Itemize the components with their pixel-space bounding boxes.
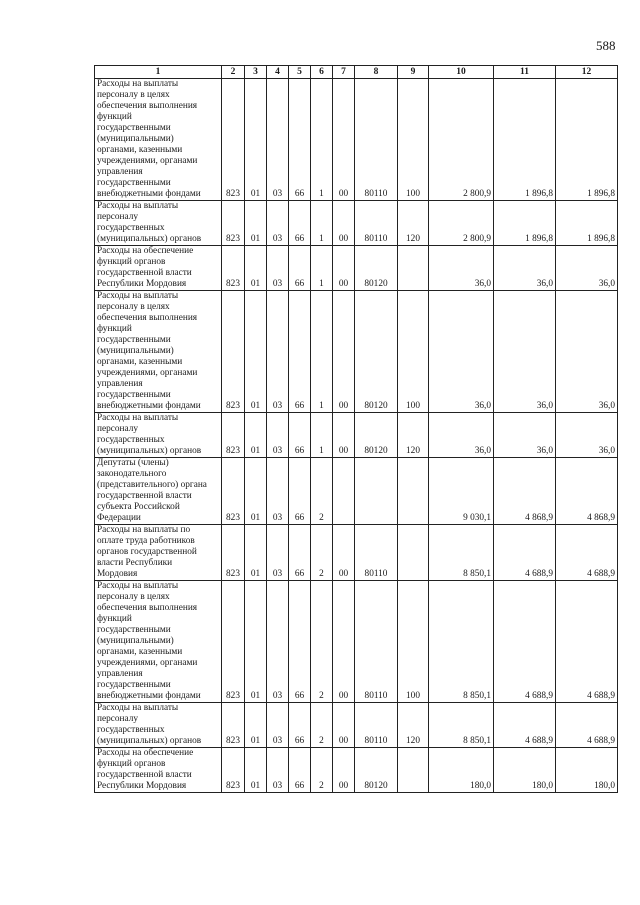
admin-code: 823 <box>222 201 245 246</box>
subsection-code: 03 <box>267 291 289 413</box>
amount-year-3: 180,0 <box>556 748 618 793</box>
table-row <box>95 581 618 703</box>
budget-table <box>94 65 618 793</box>
amount-year-3: 4 868,9 <box>556 458 618 525</box>
amount-year-2: 1 896,8 <box>494 79 556 201</box>
amount-year-1: 36,0 <box>429 291 494 413</box>
admin-code: 823 <box>222 581 245 703</box>
event-code: 00 <box>333 525 355 581</box>
amount-year-2: 4 688,9 <box>494 581 556 703</box>
program-code: 66 <box>289 246 311 291</box>
program-code: 66 <box>289 703 311 748</box>
table-row <box>95 748 618 793</box>
section-code: 01 <box>245 246 267 291</box>
event-code: 00 <box>333 291 355 413</box>
amount-year-2: 4 688,9 <box>494 525 556 581</box>
direction-code: 80110 <box>355 79 398 201</box>
column-header: 6 <box>311 66 333 79</box>
expense-name: Расходы на выплаты персоналу государственных (муниципальных) органов <box>95 201 222 246</box>
subsection-code: 03 <box>267 413 289 458</box>
admin-code: 823 <box>222 703 245 748</box>
amount-year-2: 4 688,9 <box>494 703 556 748</box>
subsection-code: 03 <box>267 246 289 291</box>
column-header: 3 <box>245 66 267 79</box>
table-body <box>95 79 618 793</box>
program-code: 66 <box>289 79 311 201</box>
admin-code: 823 <box>222 291 245 413</box>
amount-year-1: 9 030,1 <box>429 458 494 525</box>
amount-year-2: 4 868,9 <box>494 458 556 525</box>
amount-year-3: 4 688,9 <box>556 703 618 748</box>
program-code: 66 <box>289 525 311 581</box>
expense-type-code: 100 <box>398 581 429 703</box>
amount-year-1: 8 850,1 <box>429 703 494 748</box>
section-code: 01 <box>245 413 267 458</box>
column-header: 10 <box>429 66 494 79</box>
section-code: 01 <box>245 703 267 748</box>
amount-year-2: 36,0 <box>494 413 556 458</box>
amount-year-1: 2 800,9 <box>429 201 494 246</box>
amount-year-3: 36,0 <box>556 246 618 291</box>
expense-name: Расходы на выплаты персоналу государственных (муниципальных) органов <box>95 413 222 458</box>
amount-year-2: 180,0 <box>494 748 556 793</box>
admin-code: 823 <box>222 458 245 525</box>
subprogram-code: 2 <box>311 525 333 581</box>
subprogram-code: 2 <box>311 748 333 793</box>
subsection-code: 03 <box>267 525 289 581</box>
expense-type-code: 100 <box>398 291 429 413</box>
column-header: 7 <box>333 66 355 79</box>
table-row <box>95 201 618 246</box>
direction-code: 80110 <box>355 201 398 246</box>
amount-year-1: 2 800,9 <box>429 79 494 201</box>
admin-code: 823 <box>222 748 245 793</box>
program-code: 66 <box>289 413 311 458</box>
column-header: 2 <box>222 66 245 79</box>
event-code: 00 <box>333 201 355 246</box>
table-row <box>95 79 618 201</box>
direction-code: 80110 <box>355 581 398 703</box>
table-row <box>95 525 618 581</box>
expense-type-code: 120 <box>398 703 429 748</box>
expense-name: Расходы на обеспечение функций органов государственной власти Республики Мордовия <box>95 246 222 291</box>
section-code: 01 <box>245 291 267 413</box>
amount-year-1: 36,0 <box>429 413 494 458</box>
direction-code: 80120 <box>355 291 398 413</box>
column-header: 1 <box>95 66 222 79</box>
admin-code: 823 <box>222 246 245 291</box>
program-code: 66 <box>289 581 311 703</box>
column-header: 4 <box>267 66 289 79</box>
expense-type-code <box>398 458 429 525</box>
column-header: 12 <box>556 66 618 79</box>
section-code: 01 <box>245 458 267 525</box>
direction-code: 80120 <box>355 246 398 291</box>
expense-type-code: 120 <box>398 413 429 458</box>
table-row <box>95 246 618 291</box>
subsection-code: 03 <box>267 748 289 793</box>
subprogram-code: 2 <box>311 458 333 525</box>
expense-type-code: 100 <box>398 79 429 201</box>
program-code: 66 <box>289 458 311 525</box>
subsection-code: 03 <box>267 79 289 201</box>
subprogram-code: 2 <box>311 703 333 748</box>
section-code: 01 <box>245 525 267 581</box>
section-code: 01 <box>245 581 267 703</box>
amount-year-1: 180,0 <box>429 748 494 793</box>
expense-name: Расходы на выплаты персоналу в целях обеспечения выполнения функций государственными (муниципальными) органами, казенными учреждениями, органами управления государственными внебюджетными фондами <box>95 581 222 703</box>
event-code: 00 <box>333 413 355 458</box>
subsection-code: 03 <box>267 201 289 246</box>
section-code: 01 <box>245 748 267 793</box>
expense-type-code: 120 <box>398 201 429 246</box>
direction-code: 80110 <box>355 525 398 581</box>
expense-type-code <box>398 748 429 793</box>
amount-year-1: 8 850,1 <box>429 525 494 581</box>
subprogram-code: 1 <box>311 201 333 246</box>
expense-name: Расходы на выплаты персоналу в целях обеспечения выполнения функций государственными (муниципальными) органами, казенными учреждениями, органами управления государственными внебюджетными фондами <box>95 291 222 413</box>
section-code: 01 <box>245 201 267 246</box>
direction-code <box>355 458 398 525</box>
direction-code: 80120 <box>355 413 398 458</box>
subprogram-code: 1 <box>311 79 333 201</box>
table-row <box>95 703 618 748</box>
amount-year-3: 36,0 <box>556 413 618 458</box>
expense-type-code <box>398 525 429 581</box>
amount-year-2: 36,0 <box>494 291 556 413</box>
amount-year-1: 8 850,1 <box>429 581 494 703</box>
amount-year-1: 36,0 <box>429 246 494 291</box>
column-header: 8 <box>355 66 398 79</box>
table-row <box>95 413 618 458</box>
column-header: 9 <box>398 66 429 79</box>
expense-name: Депутаты (члены) законодательного (представительного) органа государственной власти субъекта Российской Федерации <box>95 458 222 525</box>
expense-type-code <box>398 246 429 291</box>
direction-code: 80110 <box>355 703 398 748</box>
expense-name: Расходы на выплаты персоналу в целях обеспечения выполнения функций государственными (муниципальными) органами, казенными учреждениями, органами управления государственными внебюджетными фондами <box>95 79 222 201</box>
subsection-code: 03 <box>267 458 289 525</box>
event-code: 00 <box>333 79 355 201</box>
expense-name: Расходы на выплаты персоналу государственных (муниципальных) органов <box>95 703 222 748</box>
column-header: 5 <box>289 66 311 79</box>
event-code: 00 <box>333 581 355 703</box>
subprogram-code: 2 <box>311 581 333 703</box>
event-code <box>333 458 355 525</box>
table-row <box>95 458 618 525</box>
event-code: 00 <box>333 748 355 793</box>
subprogram-code: 1 <box>311 246 333 291</box>
page-number: 588 <box>596 38 616 53</box>
admin-code: 823 <box>222 79 245 201</box>
event-code: 00 <box>333 246 355 291</box>
expense-name: Расходы на обеспечение функций органов государственной власти Республики Мордовия <box>95 748 222 793</box>
direction-code: 80120 <box>355 748 398 793</box>
admin-code: 823 <box>222 525 245 581</box>
subprogram-code: 1 <box>311 413 333 458</box>
table-row <box>95 291 618 413</box>
amount-year-2: 36,0 <box>494 246 556 291</box>
expense-name: Расходы на выплаты по оплате труда работников органов государственной власти Республики Мордовия <box>95 525 222 581</box>
program-code: 66 <box>289 291 311 413</box>
amount-year-3: 4 688,9 <box>556 581 618 703</box>
column-header: 11 <box>494 66 556 79</box>
amount-year-3: 1 896,8 <box>556 79 618 201</box>
subprogram-code: 1 <box>311 291 333 413</box>
program-code: 66 <box>289 201 311 246</box>
program-code: 66 <box>289 748 311 793</box>
subsection-code: 03 <box>267 703 289 748</box>
header-row <box>95 66 618 79</box>
event-code: 00 <box>333 703 355 748</box>
amount-year-3: 4 688,9 <box>556 525 618 581</box>
section-code: 01 <box>245 79 267 201</box>
amount-year-3: 36,0 <box>556 291 618 413</box>
admin-code: 823 <box>222 413 245 458</box>
amount-year-2: 1 896,8 <box>494 201 556 246</box>
amount-year-3: 1 896,8 <box>556 201 618 246</box>
subsection-code: 03 <box>267 581 289 703</box>
